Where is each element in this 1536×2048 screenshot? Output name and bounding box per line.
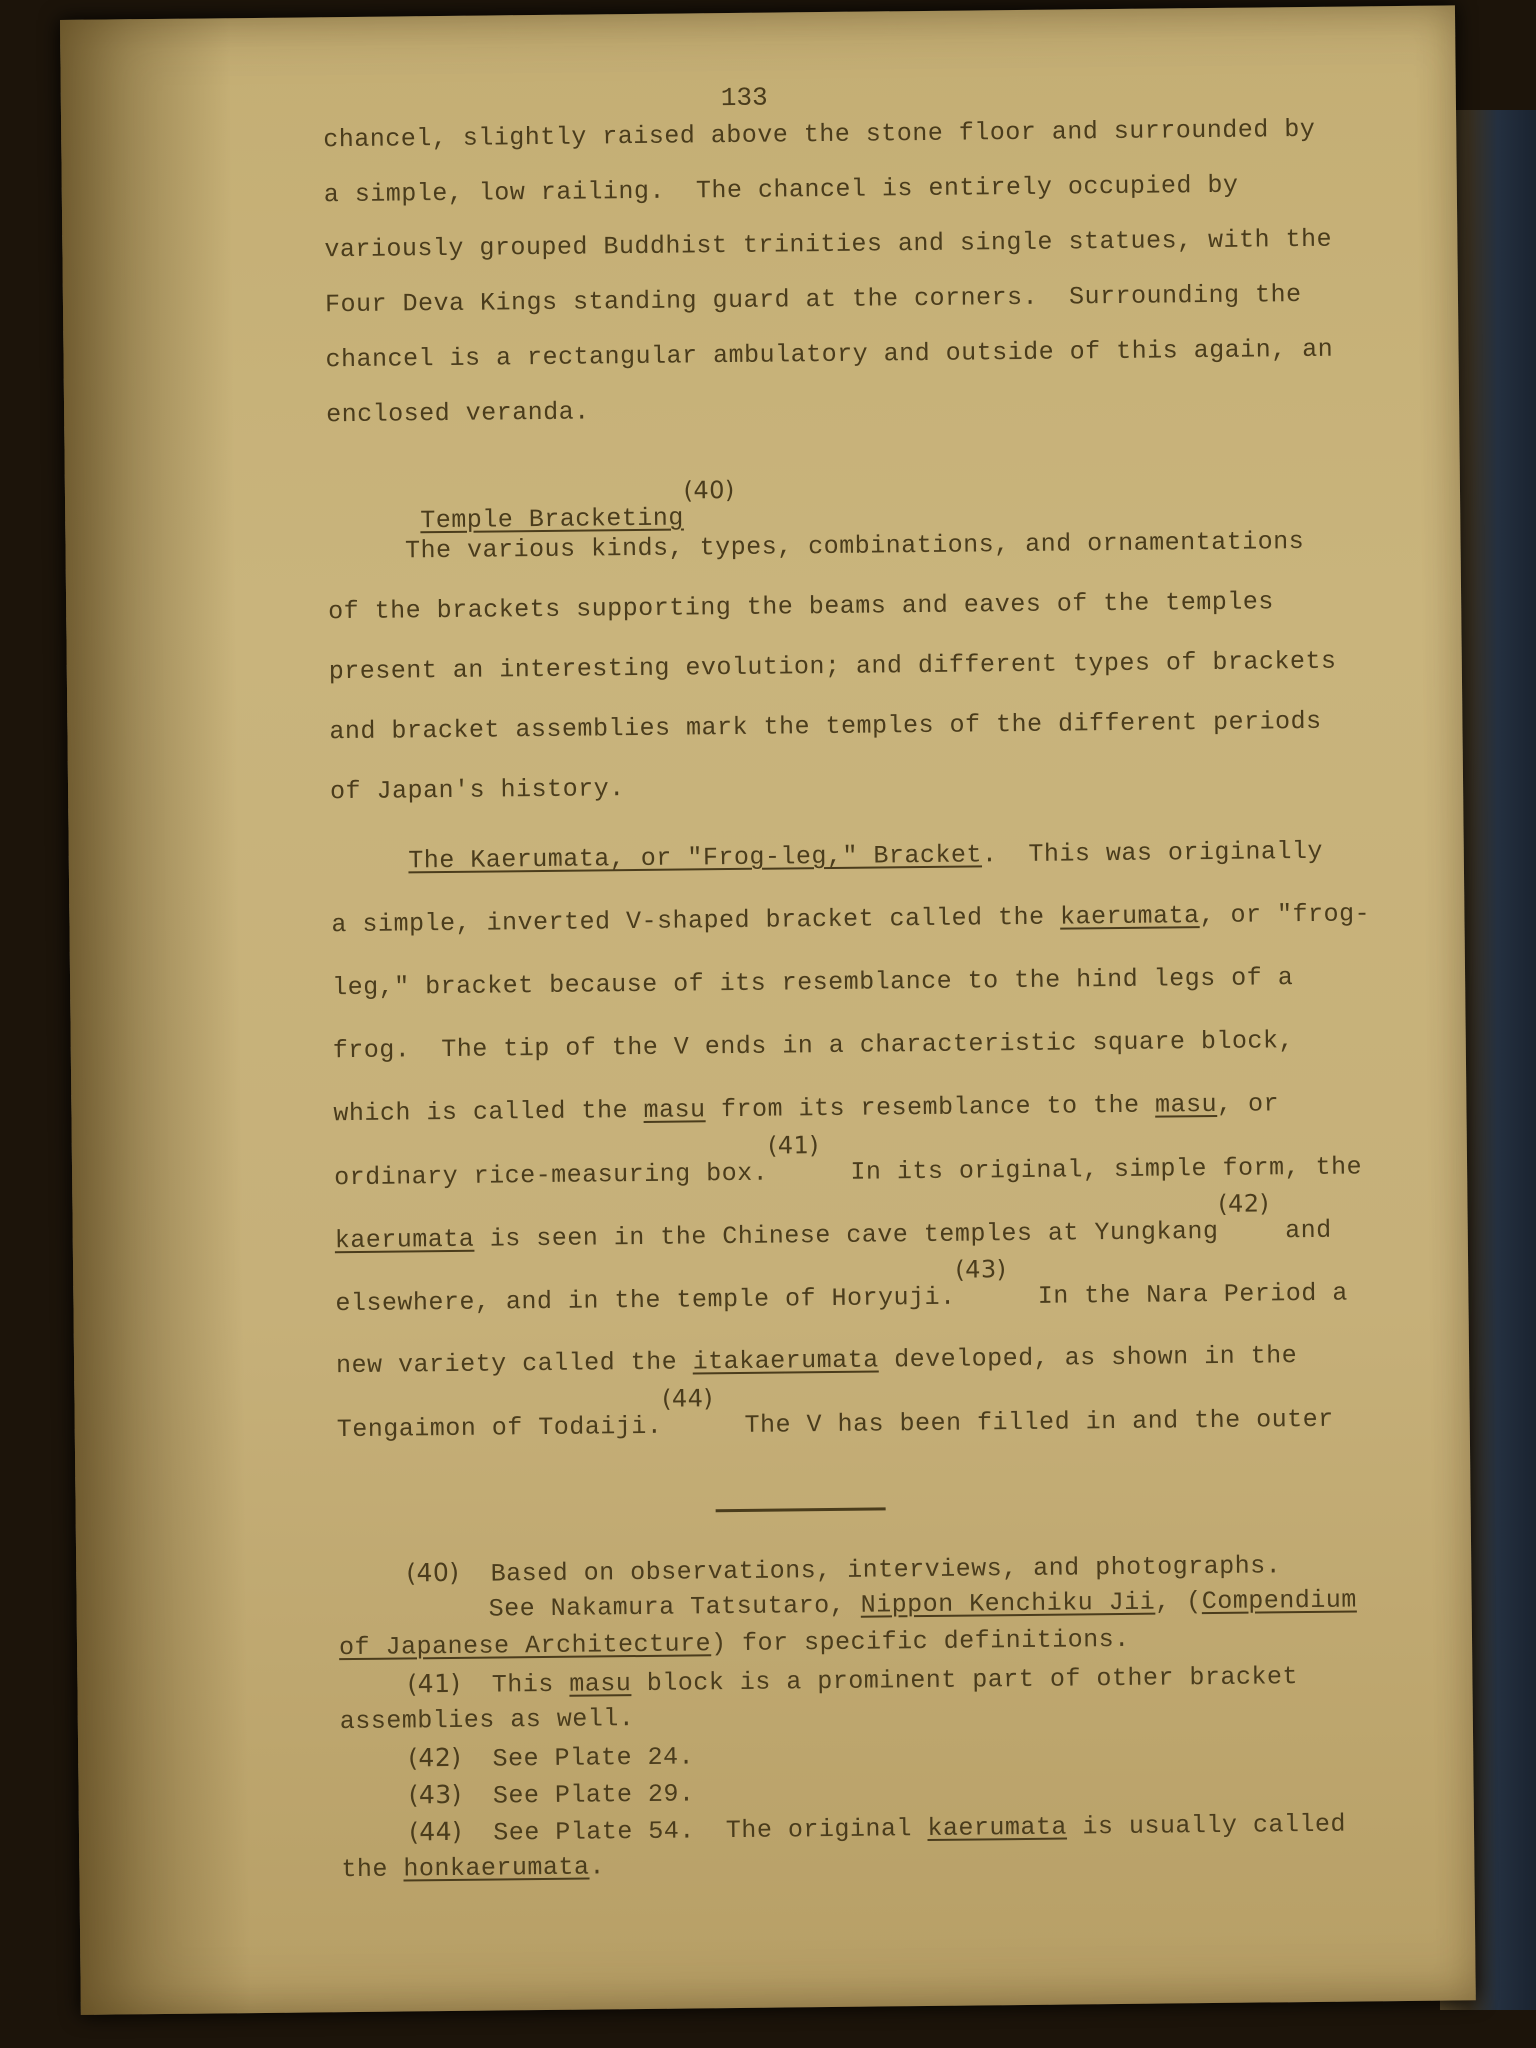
body-line: chancel is a rectangular ambulatory and outside of this again, an	[325, 334, 1334, 375]
body-text: from its resemblance to the	[705, 1090, 1156, 1125]
footnote-text: ) for specific definitions.	[710, 1624, 1130, 1659]
body-line: a simple, low railing. The chancel is entirely occupied by	[323, 170, 1239, 210]
body-line	[335, 1255, 1348, 1319]
body-text: In its original, simple form, the	[819, 1152, 1363, 1188]
subsection-title: The Kaerumata, or "Frog-leg," Bracket	[408, 840, 983, 876]
body-text: In the Nara Period a	[1006, 1278, 1348, 1312]
footnote-ref: (40)	[683, 475, 735, 505]
term: masu	[569, 1669, 632, 1699]
body-line: present an interesting evolution; and different types of brackets	[328, 646, 1337, 687]
body-text: new variety called the	[335, 1347, 693, 1381]
footnote-text: See Plate 24.	[461, 1742, 695, 1774]
body-line: Four Deva Kings standing guard at the corners. Surrounding the	[324, 280, 1302, 320]
body-line	[334, 1189, 1332, 1256]
footnote-line: assemblies as well.	[339, 1704, 635, 1737]
term: masu	[643, 1095, 706, 1125]
term: of Japanese Architecture	[338, 1629, 712, 1663]
body-text: and	[1269, 1215, 1332, 1246]
body-text: is seen in the Chinese cave temples at Yungkang	[474, 1216, 1219, 1254]
body-line	[333, 1089, 1279, 1128]
body-line: of Japan's history.	[329, 774, 625, 807]
body-line: enclosed veranda.	[325, 397, 590, 430]
body-text: . This was originally	[981, 836, 1324, 870]
footnote-text: See Plate 54. The original	[462, 1814, 928, 1848]
footnote-number: (40)	[406, 1557, 460, 1588]
term: kaerumata	[334, 1224, 475, 1256]
body-line	[331, 837, 1323, 876]
footnote-text: This	[460, 1669, 570, 1700]
footnote-text: Based on observations, interviews, and photographs.	[459, 1551, 1282, 1589]
term: honkaerumata	[403, 1852, 590, 1884]
body-line: of the brackets supporting the beams and eaves of the temples	[328, 587, 1274, 627]
footnote-44	[409, 1808, 1346, 1849]
body-text: elsewhere, and in the temple of Horyuji.	[335, 1282, 956, 1319]
body-text: , or "frog-	[1199, 899, 1371, 931]
body-text: developed, as shown in the	[878, 1341, 1298, 1375]
body-text: Tengaimon of Todaiji.	[336, 1411, 663, 1445]
body-line: chancel, slightly raised above the stone floor and surrounded by	[323, 114, 1316, 155]
body-line	[331, 899, 1370, 939]
section-heading-text: Temple Bracketing	[420, 503, 684, 536]
body-text: , or	[1216, 1089, 1280, 1119]
term: Nippon Kenchiku Jii	[860, 1587, 1156, 1620]
footnote-number: (43)	[408, 1779, 463, 1810]
body-line	[333, 1131, 1363, 1193]
footnote-ref: (44)	[661, 1384, 714, 1413]
footnote-text: See Plate 29.	[461, 1779, 695, 1811]
term: kaerumata	[1059, 901, 1200, 932]
footnote-text: is usually called	[1066, 1809, 1347, 1842]
body-line: variously grouped Buddhist trinities and single statues, with the	[324, 224, 1333, 265]
footnote-text: block is a prominent part of other bracket	[631, 1662, 1299, 1699]
page-text	[60, 5, 1476, 2014]
footnote-ref: (43)	[955, 1255, 1007, 1284]
body-line: The various kinds, types, combinations, and ornamentations	[327, 527, 1305, 567]
footnote-number: (42)	[408, 1742, 462, 1773]
body-line: leg," bracket because of its resemblance to the hind legs of a	[331, 963, 1294, 1003]
footnote-40	[406, 1549, 1281, 1589]
footnote-number: (41)	[407, 1668, 461, 1699]
footnote-41	[407, 1660, 1298, 1700]
book-page	[60, 5, 1476, 2014]
footnote-text: , (	[1155, 1587, 1202, 1617]
body-text: The V has been filled in and the outer	[713, 1404, 1334, 1441]
footnote-43	[408, 1777, 694, 1811]
term: itakaerumata	[692, 1345, 879, 1377]
footnote-text: See Nakamura Tatsutaro,	[488, 1590, 861, 1624]
footnote-text: the	[341, 1854, 404, 1885]
footnote-number: (44)	[408, 1816, 463, 1847]
footnote-42	[408, 1740, 694, 1774]
body-line: and bracket assemblies mark the temples of the different periods	[329, 706, 1322, 747]
body-line	[336, 1341, 1297, 1380]
footnote-ref: (41)	[767, 1131, 820, 1160]
term: Compendium	[1201, 1585, 1357, 1617]
body-text: a simple, inverted V-shaped bracket called the	[331, 902, 1061, 940]
body-line: frog. The tip of the V ends in a characteristic square block,	[332, 1026, 1295, 1066]
footnote-line	[489, 1586, 1357, 1624]
footnote-divider	[716, 1507, 886, 1512]
body-line	[336, 1384, 1334, 1445]
footnote-line	[339, 1625, 1130, 1662]
body-text: ordinary rice-measuring box.	[333, 1158, 769, 1193]
footnote-ref: (42)	[1217, 1189, 1270, 1218]
footnote-text: .	[589, 1852, 606, 1882]
term: masu	[1154, 1089, 1218, 1120]
footnote-line	[341, 1852, 605, 1884]
body-text: which is called the	[333, 1095, 644, 1129]
term: kaerumata	[927, 1812, 1068, 1844]
page-number: 133	[720, 82, 768, 114]
